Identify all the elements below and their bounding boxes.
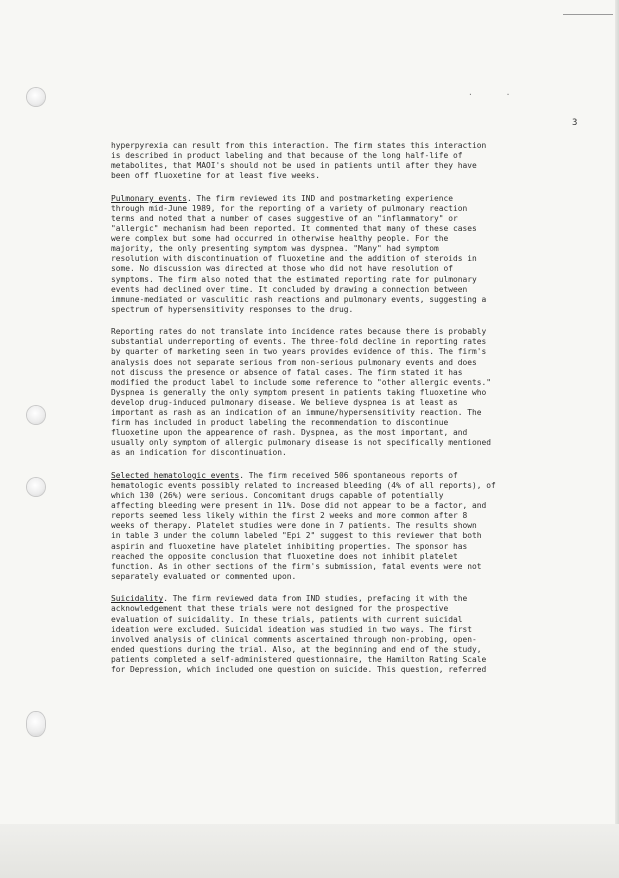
paragraph (111, 194, 583, 315)
text-line (111, 327, 583, 337)
text-line (111, 214, 583, 224)
line-text: hematologic events possibly related to increased bleeding (4% of all reports), of (111, 480, 496, 490)
line-text: . The firm received 506 spontaneous reports of (239, 470, 458, 480)
line-text: develop drug-induced pulmonary disease. We believe dyspnea is at least as (111, 397, 458, 407)
text-line (111, 305, 583, 315)
line-text: through mid-June 1989, for the reporting of a variety of pulmonary reaction (111, 203, 468, 213)
text-line (111, 295, 583, 305)
text-line (111, 481, 583, 491)
line-text: analysis does not separate serious from non-serious pulmonary events and does (111, 357, 477, 367)
page-number: 3 (572, 118, 578, 128)
line-text: firm has included in product labeling the recommendation to discontinue (111, 418, 449, 428)
line-text: weeks of therapy. Platelet studies were done in 7 patients. The results shown (111, 521, 477, 531)
line-text: for Depression, which included one question on suicide. This question, referred (111, 664, 487, 674)
line-text: aspirin and fluoxetine have platelet inhibiting properties. The sponsor has (111, 541, 468, 551)
text-line (111, 194, 583, 204)
line-text: . The firm reviewed data from IND studies, prefacing it with the (163, 594, 468, 604)
line-text: affecting bleeding were present in 11%. Dose did not appear to be a factor, and (111, 501, 487, 511)
punch-hole (27, 712, 45, 736)
paragraph (111, 327, 583, 458)
line-text: spectrum of hypersensitivity responses to the drug. (111, 304, 354, 314)
text-line (111, 501, 583, 511)
text-line (111, 665, 583, 675)
text-line (111, 428, 583, 438)
line-text: ended questions during the trial. Also, at the beginning and end of the study, (111, 644, 482, 654)
text-line (111, 645, 583, 655)
text-line (111, 572, 583, 582)
line-text: majority, the only presenting symptom was dyspnea. "Many" had symptom (111, 244, 439, 254)
line-text: terms and noted that a number of cases suggestive of an "inflammatory" or (111, 213, 458, 223)
line-text: hyperpyrexia can result from this interaction. The firm states this interaction (111, 141, 487, 150)
scan-mark (563, 14, 613, 15)
text-line (111, 625, 583, 635)
line-text: by quarter of marketing seen in two years provides evidence of this. The firm's (111, 347, 487, 357)
text-line (111, 471, 583, 481)
text-line (111, 615, 583, 625)
text-line (111, 562, 583, 572)
line-text: modified the product label to include some reference to "other allergic events." (111, 377, 492, 387)
text-line (111, 141, 583, 151)
line-text: metabolites, that MAOI's should not be used in patients until after they have (111, 161, 477, 171)
paragraph (111, 141, 583, 181)
scan-edge-bottom (0, 824, 619, 878)
text-line (111, 511, 583, 521)
paragraph (111, 471, 583, 582)
line-text: fluoxetine upon the appearence of rash. Dyspnea, as the most important, and (111, 428, 468, 438)
text-line (111, 234, 583, 244)
text-line (111, 358, 583, 368)
section-heading: Pulmonary events (111, 193, 188, 203)
text-line (111, 594, 583, 604)
line-text: . The firm reviewed its IND and postmarketing experience (187, 193, 454, 203)
punch-hole (27, 478, 45, 496)
line-text: as an indication for discontinuation. (111, 448, 287, 458)
text-line (111, 521, 583, 531)
text-line (111, 368, 583, 378)
line-text: which 130 (26%) were serious. Concomitant drugs capable of potentially (111, 491, 444, 501)
line-text: immune-mediated or vasculitic rash reactions and pulmonary events, suggesting a (111, 294, 487, 304)
line-text: "allergic" mechanism had been reported. It commented that many of these cases (111, 224, 477, 234)
line-text: Reporting rates do not translate into incidence rates because there is probably (111, 327, 487, 337)
scan-specks: · · (468, 90, 525, 99)
line-text: involved analysis of clinical comments ascertained through non-probing, open- (111, 634, 477, 644)
line-text: in table 3 under the column labeled "Epi 2" suggest to this reviewer that both (111, 531, 482, 541)
line-text: reports seemed less likely within the first 2 weeks and more common after 8 (111, 511, 468, 521)
line-text: events had declined over time. It concluded by drawing a connection between (111, 284, 468, 294)
text-line (111, 491, 583, 501)
text-line (111, 408, 583, 418)
text-line (111, 161, 583, 171)
text-line (111, 254, 583, 264)
line-text: resolution with discontinuation of fluoxetine and the addition of steroids in (111, 254, 477, 264)
text-line (111, 171, 583, 181)
line-text: function. As in other sections of the firm's submission, fatal events were not (111, 561, 482, 571)
text-line (111, 552, 583, 562)
line-text: usually only symptom of allergic pulmonary disease is not specifically mentioned (111, 438, 492, 448)
line-text: reached the opposite conclusion that fluoxetine does not inhibit platelet (111, 551, 458, 561)
text-line (111, 204, 583, 214)
text-line (111, 531, 583, 541)
line-text: is described in product labeling and that because of the long half-life of (111, 151, 463, 161)
line-text: ideation were excluded. Suicidal ideation was studied in two ways. The first (111, 624, 473, 634)
section-heading: Suicidality (111, 594, 164, 604)
text-line (111, 264, 583, 274)
text-line (111, 542, 583, 552)
line-text: not discuss the presence or absence of fatal cases. The firm stated it has (111, 367, 463, 377)
text-line (111, 347, 583, 357)
text-line (111, 438, 583, 448)
text-line (111, 151, 583, 161)
line-text: Dyspnea is generally the only symptom present in patients taking fluoxetine who (111, 387, 487, 397)
paragraph (111, 594, 583, 675)
line-text: patients completed a self-administered questionnaire, the Hamilton Rating Scale (111, 654, 487, 664)
text-line (111, 448, 583, 458)
line-text: evaluation of suicidality. In these trials, patients with current suicidal (111, 614, 463, 624)
text-line (111, 398, 583, 408)
section-heading: Selected hematologic events (111, 470, 240, 480)
line-text: symptoms. The firm also noted that the estimated reporting rate for pulmonary (111, 274, 477, 284)
text-line (111, 635, 583, 645)
text-line (111, 275, 583, 285)
line-text: important as rash as an indication of an immune/hypersensitivity reaction. The (111, 408, 482, 418)
text-line (111, 224, 583, 234)
line-text: substantial underreporting of events. The three-fold decline in reporting rates (111, 337, 487, 347)
punch-hole (27, 406, 45, 424)
text-line (111, 244, 583, 254)
line-text: some. No discussion was directed at those who did not have resolution of (111, 264, 454, 274)
line-text: separately evaluated or commented upon. (111, 571, 297, 581)
text-line (111, 388, 583, 398)
text-line (111, 604, 583, 614)
text-line (111, 418, 583, 428)
document-body (111, 141, 583, 687)
line-text: were complex but some had occurred in otherwise healthy people. For the (111, 234, 449, 244)
text-line (111, 378, 583, 388)
text-line (111, 655, 583, 665)
scan-edge-right (615, 0, 619, 878)
line-text: been off fluoxetine for at least five weeks. (111, 171, 321, 181)
line-text: acknowledgement that these trials were not designed for the prospective (111, 604, 449, 614)
text-line (111, 337, 583, 347)
text-line (111, 285, 583, 295)
punch-hole (27, 88, 45, 106)
